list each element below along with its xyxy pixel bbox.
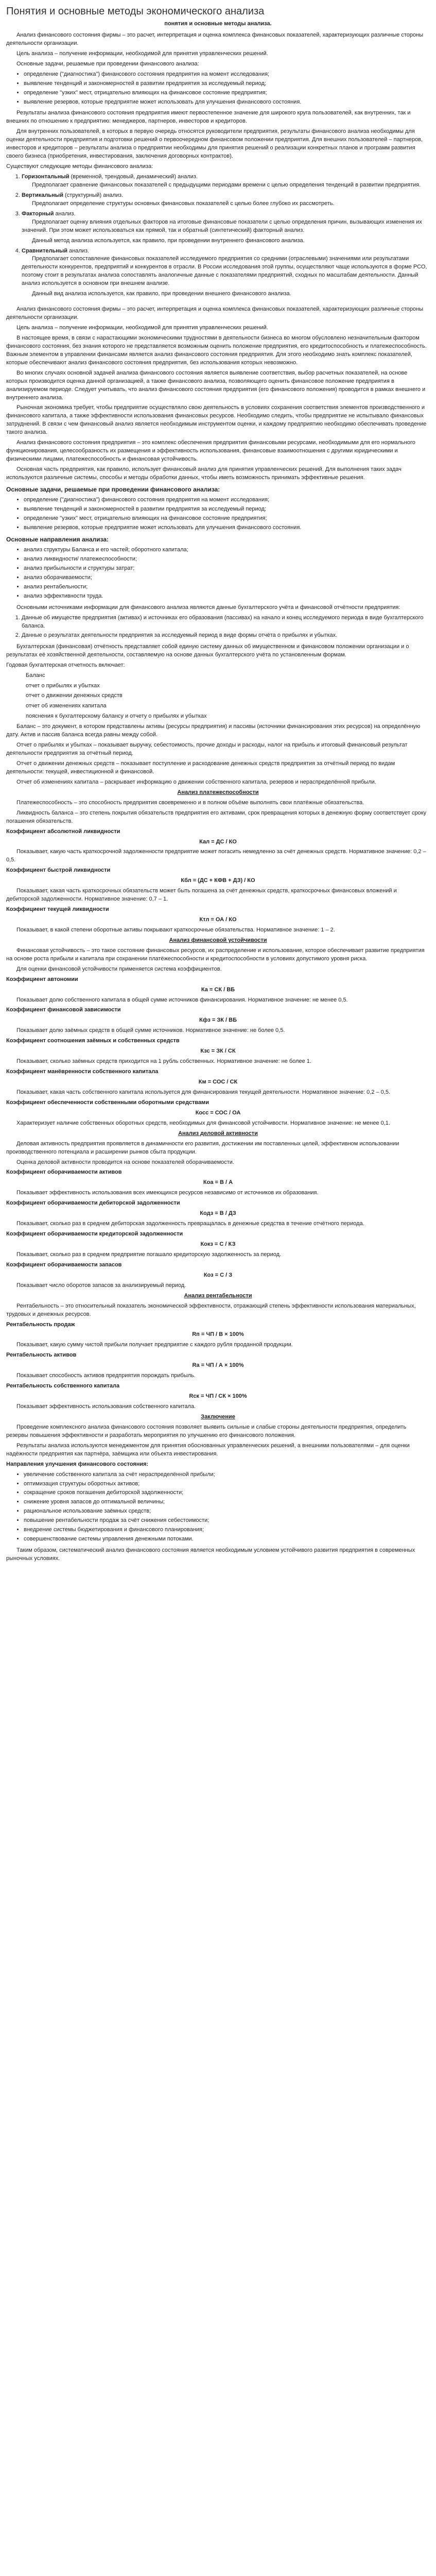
recommend-item: • совершенствование системы управления денежными потоками. <box>24 1535 430 1544</box>
recommend-item: • увеличение собственного капитала за счёт нераспределённой прибыли; <box>24 1471 430 1479</box>
body-paragraph: Цель анализа – получение информации, необходимой для принятия управленческих решений. <box>16 325 268 331</box>
ratio-name <box>6 976 430 984</box>
result-paragraph: Для внутренних пользователей, в которых в первую очередь относятся руководители предприятия, результаты финансового анализа необходимы для оценки деятельности предприятия и подготовки решений о первоочередном финансовом положении предприятия. Для внешних пользователей – партнеров, инвесторов и кредиторов – результаты анализа о предприятии необходимы для принятия решений о реализации конкретных планов и программ развития своего бизнеса (приобретения, инвестирования, заключения договорных контрактов). <box>6 128 423 160</box>
reporting-item: отчет о движении денежных средств <box>26 692 123 699</box>
ratio-name <box>6 1037 430 1045</box>
method-description: Данный вид анализа используется, как правило, при проведении внешнего финансового анализа. <box>32 291 291 297</box>
profit-ratios <box>6 1321 430 1411</box>
recommend-item: • сокращение сроков погашения дебиторской задолженности; <box>24 1489 430 1497</box>
profit-paragraph: Рентабельность – это относительный показатель экономической эффективности, отражающий степень эффективности использования материальных, трудовых и денежных ресурсов. <box>6 1302 416 1317</box>
direction-item: • анализ рентабельности; <box>24 583 430 591</box>
methods-list <box>6 173 430 298</box>
ratio-name-text: Коэффициент оборачиваемости активов <box>6 1169 122 1176</box>
ratio-name-text: Коэффициент автономии <box>6 976 78 982</box>
ratio-formula: Ка = СК / ВБ <box>201 986 235 993</box>
main-task-item: • определение ("диагностика") финансового состояния предприятия на момент исследования; <box>24 496 430 504</box>
ratio-description: Показывает, какую часть краткосрочной задолженности предприятие может погасить немедленно за счёт денежных средств. Нормативное значение: 0,2 – 0,5. <box>6 849 426 863</box>
liquidity-paragraph: Платежеспособность – это способность предприятия своевременно и в полном объёме выполнять свои платёжные обязательства. <box>16 799 364 806</box>
ratio-name <box>6 828 430 836</box>
method-name: Сравнительный <box>22 247 68 254</box>
ratio-formula: Кбл = (ДС + КФВ + ДЗ) / КО <box>181 877 255 884</box>
reporting-item: отчет о прибылях и убытках <box>26 682 100 689</box>
recommend-item: • снижение уровня запасов до оптимальной величины; <box>24 1498 430 1506</box>
direction-item: • анализ оборачиваемости; <box>24 574 430 582</box>
sources-text: Основными источниками информации для финансового анализа являются данные бухгалтерского учёта и финансовой отчётности предприятия: <box>16 604 400 611</box>
method-name: Вертикальный <box>22 192 63 198</box>
direction-item: • анализ эффективности труда. <box>24 592 430 601</box>
ratio-name-text: Коэффициент оборачиваемости запасов <box>6 1261 122 1268</box>
direction-item: • анализ ликвидности/ платежеспособности; <box>24 555 430 564</box>
main-task-item: • определение "узких" мест, отрицательно влияющих на финансовое состояние предприятия; <box>24 515 430 523</box>
business-paragraph: Оценка деловой активности проводится на основе показателей оборачиваемости. <box>16 1159 234 1165</box>
business-ratios <box>6 1168 430 1290</box>
ratio-formula: Косс = СОС / ОА <box>195 1109 241 1116</box>
reporting-list <box>26 672 430 721</box>
ratio-description: Характеризует наличие собственных оборотных средств, необходимых для финансовой устойчивости. Нормативное значение: не менее 0,1. <box>16 1120 390 1126</box>
stability-heading: Анализ финансовой устойчивости <box>169 937 267 943</box>
conclusion-paragraph: Проведение комплексного анализа финансового состояния позволяет выявить сильные и слабые стороны деятельности предприятия, определить резервы повышения эффективности и разработать мероприятия по улучшению его финансового положения. <box>6 1423 407 1438</box>
balance-section <box>6 723 430 787</box>
ratio-name-text: Коэффициент оборачиваемости дебиторской задолженности <box>6 1200 180 1207</box>
ratio-formula: Км = СОС / СК <box>198 1079 238 1086</box>
ratio-name-text: Коэффициент манёвренности собственного капитала <box>6 1069 159 1075</box>
profit-section <box>6 1302 430 1319</box>
ratio-name <box>6 867 430 875</box>
main-task-item: • выявление резервов, которые предприятие может использовать для улучшения финансового состояния. <box>24 524 430 532</box>
ratio-name <box>6 1261 430 1269</box>
intro-paragraph: Анализ финансового состояния фирмы – это расчет, интерпретация и оценка комплекса финансовых показателей, характеризующих различные стороны деятельности организации. <box>6 31 424 46</box>
ratio-description: Показывает, сколько раз в среднем предприятие погашало кредиторскую задолженность за период. <box>16 1251 282 1258</box>
ratio-description: Показывает число оборотов запасов за анализируемый период. <box>16 1282 186 1289</box>
ratio-name-text: Рентабельность собственного капитала <box>6 1383 120 1389</box>
stability-paragraph: Финансовая устойчивость – это такое состояние финансовых ресурсов, их распределение и использование, которое обеспечивает развитие предприятия на основе роста прибыли и капитала при сохранении платёжеспособности и кредитоспособности в условиях допустимого уровня риска. <box>6 947 425 962</box>
body-paragraph: Во многих случаях основной задачей анализа финансового состояния является выявление соответствия, выбор расчетных показателей, на основе которых производится оценка данной организацией, а также финансового анализа, позволяющего оценить финансовое положение предприятия в анализируемом периоде. Следует учитывать, что анализ финансового состояния предприятия (его финансового положения) проводится в рамках внешнего и внутреннего анализа. <box>6 369 426 401</box>
ratio-description: Показывает способность активов предприятия порождать прибыль. <box>16 1372 196 1379</box>
tasks-list <box>6 71 430 107</box>
stability-section <box>6 947 430 974</box>
body-paragraph: Анализ финансового состояния фирмы – это расчет, интерпретация и оценка комплекса финансовых показателей, характеризующих различные стороны деятельности организации. <box>6 306 424 321</box>
body-paragraph: Основная часть предприятия, как правило, использует финансовый анализ для принятия управленческих решений. Для выполнения таких задач используются различные системы, способы и методы обработки данных, чтобы иметь возможность принимать эффективные решения. <box>6 466 402 481</box>
methods-intro: Существуют следующие методы финансового анализа: <box>6 163 153 170</box>
ratio-name <box>6 1068 430 1076</box>
ratio-description: Показывает, какая часть краткосрочных обязательств может быть погашена за счёт денежных средств, краткосрочных финансовых вложений и дебиторской задолженности. Нормативное значение: 0,7 – 1. <box>6 888 397 903</box>
ratio-name <box>6 1099 430 1107</box>
ratio-formula: Rп = ЧП / В × 100% <box>192 1331 244 1338</box>
ratio-formula: Коз = С / З <box>203 1272 233 1278</box>
main-tasks-heading: Основные задачи, решаемые при проведении финансового анализа: <box>6 485 220 493</box>
stability-paragraph: Для оценки финансовой устойчивости применяется система коэффициентов. <box>16 965 222 972</box>
ratio-name <box>6 1382 430 1391</box>
method-description: Данный метод анализа используется, как правило, при проведении внутреннего финансового анализа. <box>32 237 305 244</box>
ratio-description: Показывает долю заёмных средств в общей сумме источников. Нормативное значение: не более 0,5. <box>16 1027 285 1034</box>
ratio-name <box>6 1230 430 1239</box>
ratio-formula: Rа = ЧП / А × 100% <box>192 1362 244 1369</box>
source-item: 1. Данные об имуществе предприятия (активах) и источниках его образования (пассивах) на начало и конец исследуемого периода в виде бухгалтерского баланса. <box>22 614 430 631</box>
results-section <box>6 109 430 161</box>
reporting-item: Баланс <box>26 672 45 679</box>
page-title: Понятия и основные методы экономического анализа <box>6 6 265 17</box>
liquidity-section <box>6 799 430 826</box>
method-item <box>22 173 430 190</box>
ratio-name-text: Рентабельность продаж <box>6 1321 75 1328</box>
method-name: Факторный <box>22 210 54 217</box>
intro-paragraph: Основные задачи, решаемые при проведении финансового анализа: <box>16 60 199 67</box>
ratio-formula: Rск = ЧП / СК × 100% <box>189 1393 247 1400</box>
body-paragraph: Рыночная экономика требует, чтобы предприятие осуществляло свою деятельность в условиях сохранения соответствия элементов производственного и финансового капитала, а также эффективности использования финансовых ресурсов. Необходимо следить, чтобы предприятие не испытывало финансовых затруднений. В связи с чем финансовый анализ является необходимым инструментом оценки, и каждому предприятию необходимо обеспечивать проведение такого анализа. <box>6 404 427 436</box>
method-rest: анализ. <box>54 210 76 217</box>
final-text: Таким образом, систематический анализ финансового состояния является необходимым условием устойчивого развития предприятия в современных рыночных условиях. <box>6 1547 415 1562</box>
ratio-description: Показывает, в какой степени оборотные активы покрывают краткосрочные обязательства. Нормативное значение: 1 – 2. <box>16 926 335 933</box>
ratio-formula: Коа = В / А <box>203 1179 233 1186</box>
ratio-name-text: Коэффициент абсолютной ликвидности <box>6 828 120 835</box>
method-description: Предполагает определение структуры основных финансовых показателей с целью более глубоко их рассмотреть. <box>32 200 335 207</box>
method-name: Горизонтальный <box>22 174 69 180</box>
main-tasks-list <box>6 496 430 532</box>
conclusion-section <box>6 1423 430 1459</box>
repeat-section <box>6 306 430 482</box>
ratio-description: Показывает эффективность использования всех имеющихся ресурсов независимо от источников их образования. <box>16 1190 319 1196</box>
ratio-name <box>6 1351 430 1360</box>
ratio-name-text: Коэффициент обеспеченности собственными оборотными средствами <box>6 1099 209 1106</box>
method-rest: (структурный) анализ. <box>63 192 124 198</box>
recommend-list <box>6 1471 430 1544</box>
ratio-name-text: Коэффициент быстрой ликвидности <box>6 867 111 874</box>
method-item <box>22 192 430 208</box>
reporting-intro: Бухгалтерская (финансовая) отчётность представляет собой единую систему данных об имущественном и финансовом положении организации и о результатах её хозяйственной деятельности, составляемую на основе данных бухгалтерского учёта по установленным формам. <box>6 643 409 658</box>
liquidity-heading: Анализ платежеспособности <box>177 789 259 795</box>
reporting-item: отчет об изменениях капитала <box>26 703 107 709</box>
directions-list <box>6 546 430 601</box>
intro-paragraph: Цель анализа – получение информации, необходимой для принятия управленческих решений. <box>16 50 268 57</box>
recommend-heading: Направления улучшения финансового состояния: <box>6 1461 149 1467</box>
ratio-name <box>6 1199 430 1208</box>
recommend-item: • рациональное использование заёмных средств; <box>24 1507 430 1516</box>
main-task-item: • выявление тенденций и закономерностей в развитии предприятия за исследуемый период; <box>24 505 430 514</box>
direction-item: • анализ прибыльности и структуры затрат; <box>24 565 430 573</box>
page-subtitle: понятия и основные методы анализа. <box>164 21 272 27</box>
ratio-formula: Кодз = В / ДЗ <box>200 1210 236 1217</box>
method-description: Предполагает сопоставление финансовых показателей исследуемого предприятия со средними (отраслевыми) значениями или результатами деятельности конкурентов, предприятий и конкурентов в отрасли. В России исследования этой группы, осуществляют чаще используются в форме РСО, поэтому стоит в результатах анализа сопоставлять аналогичные данные с показателями предприятий, сходных по масштабам деятельности. Данный анализ используется в основном при внешнем анализе. <box>22 256 427 287</box>
reporting-item: пояснения к бухгалтерскому балансу и отчету о прибылях и убытках <box>26 713 207 720</box>
directions-heading: Основные направления анализа: <box>6 536 109 544</box>
ratio-name-text: Коэффициент финансовой зависимости <box>6 1007 121 1013</box>
balance-paragraph: Отчет о движении денежных средств – показывает поступление и расходование денежных средств предприятия за отчётный период по видам деятельности: текущей, инвестиционной и финансовой. <box>6 760 395 775</box>
reporting-list-label: Годовая бухгалтерская отчетность включает: <box>6 662 125 668</box>
ratio-name-text: Рентабельность активов <box>6 1352 77 1359</box>
body-paragraph: В настоящее время, в связи с нарастающими экономическими трудностями в деятельности бизнеса во многом обусловлено незначительным фактором финансового состояния, без знания которого не представляется возможным оценить положение предприятия, его кредитоспособность и платежеспособность. Важным элементом в управлении финансами является анализ финансового состояния предприятия. Для этого необходимо знать комплекс показателей, которые обеспечивают анализ финансового состояния предприятия, без использования которых невозможно. <box>6 334 427 366</box>
task-item: • определение ("диагностика") финансового состояния предприятия на момент исследования; <box>24 71 430 79</box>
task-item: • выявление тенденций и закономерностей в развитии предприятия за исследуемый период; <box>24 80 430 88</box>
method-rest: анализ. <box>67 247 90 254</box>
ratio-description: Показывает, сколько заёмных средств приходится на 1 рубль собственных. Нормативное значение: не более 1. <box>16 1058 311 1065</box>
business-heading: Анализ деловой активности <box>178 1130 258 1137</box>
profit-heading: Анализ рентабельности <box>184 1292 252 1299</box>
ratio-description: Показывает, сколько раз в среднем дебиторская задолженность превращалась в денежные средства в течение отчётного периода. <box>16 1221 364 1227</box>
ratio-name-text: Коэффициент текущей ликвидности <box>6 906 109 913</box>
ratio-name-text: Коэффициент оборачиваемости кредиторской задолженности <box>6 1231 183 1238</box>
ratio-description: Показывает, какая часть собственного капитала используется для финансирования текущей деятельности. Нормативное значение: 0,2 – 0,5. <box>16 1089 391 1095</box>
ratio-description: Показывает, какую сумму чистой прибыли получает предприятие с каждого рубля проданной продукции. <box>16 1342 293 1348</box>
ratio-name-text: Коэффициент соотношения заёмных и собственных средств <box>6 1038 180 1044</box>
balance-paragraph: Отчет о прибылях и убытках – показывает выручку, себестоимость, прочие доходы и расходы, налог на прибыль и итоговый финансовый результат деятельности предприятия за отчётный период. <box>6 742 408 757</box>
task-item: • определение "узких" мест, отрицательно влияющих на финансовое состояние предприятия; <box>24 89 430 97</box>
method-item <box>22 247 430 299</box>
method-item <box>22 210 430 245</box>
ratio-formula: Кфз = ЗК / ВБ <box>199 1017 237 1024</box>
method-description: Предполагает сравнение финансовых показателей с предыдущими периодами времени с целью определения тенденций в развитии предприятия. <box>32 181 421 188</box>
result-paragraph: Результаты анализа финансового состояния предприятия имеют первостепенное значение для широкого круга пользователей, как внутренних, так и внешних по отношению к предприятию: менеджеров, партнеров, инвесторов и кредиторов. <box>6 110 411 125</box>
balance-paragraph: Баланс – это документ, в котором представлены активы (ресурсы предприятия) и пассивы (источники финансирования этих ресурсов) на определённую дату. Актив и пассив баланса всегда равны между собой. <box>6 723 421 738</box>
business-paragraph: Деловая активность предприятия проявляется в динамичности его развития, достижении им поставленных целей, эффективном использовании производственного потенциала и расширении рынков сбыта продукции. <box>6 1140 399 1155</box>
stability-ratios <box>6 976 430 1128</box>
ratio-description: Показывает эффективность использования собственного капитала. <box>16 1403 196 1410</box>
direction-item: • анализ структуры Баланса и его частей; оборотного капитала; <box>24 546 430 554</box>
ratio-description: Показывает долю собственного капитала в общей сумме источников финансирования. Нормативное значение: не менее 0,5. <box>16 996 348 1003</box>
ratio-name <box>6 906 430 914</box>
intro-section <box>6 31 430 69</box>
recommend-item: • повышение рентабельности продаж за счёт снижения себестоимости; <box>24 1517 430 1525</box>
conclusion-heading: Заключение <box>201 1413 235 1420</box>
ratio-name <box>6 1006 430 1014</box>
ratio-formula: Кал = ДС / КО <box>199 838 237 845</box>
method-rest: (временной, трендовый, динамический) анализ. <box>69 174 198 180</box>
method-description: Предполагает оценку влияния отдельных факторов на итоговые финансовые показатели с целью определения причин, вызывающих изменения их значений. При этом может использоваться как прямой, так и обратный (синтетический) факторный анализ. <box>22 218 422 233</box>
recommend-item: • оптимизация структуры оборотных активов; <box>24 1480 430 1488</box>
sources-list <box>6 614 430 640</box>
recommend-item: • внедрение системы бюджетирования и финансового планирования; <box>24 1526 430 1534</box>
source-item: 2. Данные о результатах деятельности предприятия за исследуемый период в виде формы отчёта о прибылях и убытках. <box>22 632 430 640</box>
business-section <box>6 1140 430 1167</box>
ratio-formula: Кзс = ЗК / СК <box>200 1048 236 1055</box>
body-paragraph: Анализ финансового состояния предприятия – это комплекс обеспечения предприятия финансовыми ресурсами, необходимыми для его нормального функционирования, целесообразность их размещения и эффективность использования, финансовые взаимоотношения с другими юридическими и физическими лицами, платежеспособность и финансовая устойчивость. <box>6 439 415 463</box>
liquidity-paragraph: Ликвидность баланса – это степень покрытия обязательств предприятия его активами, срок превращения которых в денежную форму соответствует сроку погашения обязательств. <box>6 809 427 824</box>
balance-paragraph: Отчет об изменениях капитала – раскрывает информацию о движении собственного капитала, резервов и нераспределённой прибыли. <box>16 778 376 785</box>
conclusion-paragraph: Результаты анализа используются менеджментом для принятия обоснованных управленческих решений, а внешними пользователями – для оценки надёжности предприятия как партнёра, заёмщика или объекта инвестирования. <box>6 1442 410 1457</box>
ratio-name <box>6 1321 430 1329</box>
task-item: • выявление резервов, которые предприятие может использовать для улучшения финансового состояния. <box>24 98 430 107</box>
ratio-formula: Ктл = ОА / КО <box>199 917 237 923</box>
ratio-formula: Кокз = С / КЗ <box>200 1241 236 1248</box>
liquidity-ratios <box>6 828 430 935</box>
ratio-name <box>6 1168 430 1177</box>
